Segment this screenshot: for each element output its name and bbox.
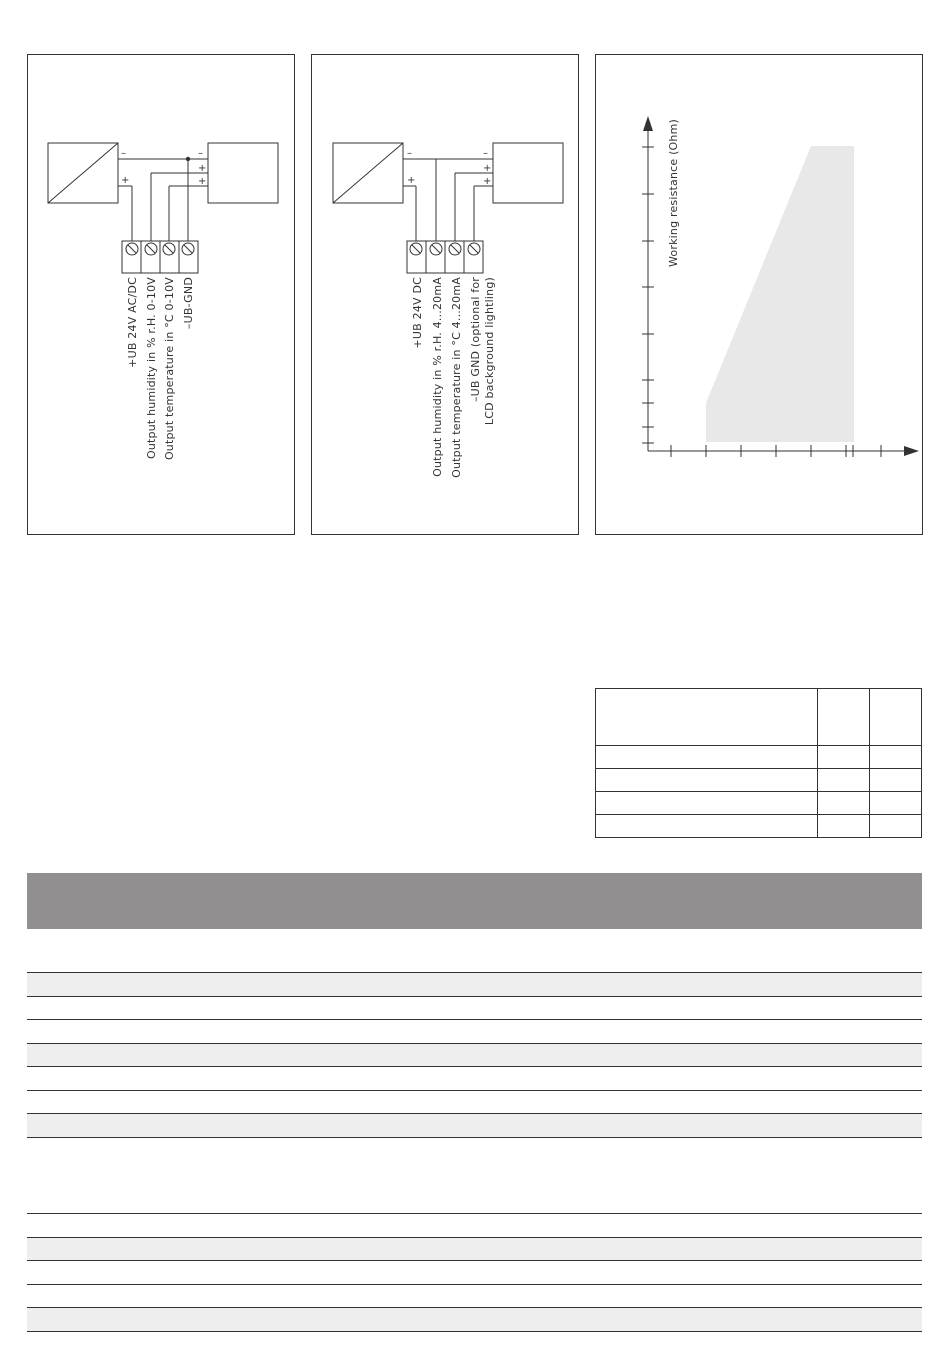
power-supply-diagonal: [333, 143, 403, 203]
terminal-label-3: Output temperature in °C 0-10V: [163, 277, 176, 461]
table-row: [27, 1067, 922, 1091]
table-cell: [870, 815, 922, 838]
dev-plus-sign-2: +: [483, 176, 492, 187]
table-cell: [818, 689, 870, 746]
table-row: [27, 1261, 922, 1285]
device-box: [493, 143, 563, 203]
table-row: [27, 1091, 922, 1114]
table-cell: [870, 689, 922, 746]
table-cell: [818, 769, 870, 792]
load-diagram-svg: [596, 55, 924, 536]
y-axis-label: Working resistance (Ohm): [667, 119, 680, 267]
wiring-diagram-current: [311, 54, 579, 535]
table-cell: [818, 792, 870, 815]
dev-plus-sign-1: +: [198, 163, 207, 174]
technical-data-table: [27, 873, 922, 1332]
table-cell: [596, 689, 818, 746]
table-cell: [596, 746, 818, 769]
table-row: [596, 792, 922, 815]
terminal-label-1: +UB 24V DC: [411, 277, 424, 349]
device-box: [208, 143, 278, 203]
table-row: [27, 1238, 922, 1261]
table-row: [596, 769, 922, 792]
dev-minus-sign: –: [483, 148, 488, 159]
ps-minus-sign: –: [121, 148, 126, 159]
wiring-diagram-voltage: [27, 54, 295, 535]
ps-plus-sign: +: [121, 175, 130, 186]
y-axis-arrow: [643, 116, 653, 131]
terminal-label-3: Output temperature in °C 4...20mA: [450, 277, 463, 478]
table-cell: [818, 746, 870, 769]
table-row: [27, 1020, 922, 1044]
table-cell: [870, 746, 922, 769]
power-supply-diagonal: [48, 143, 118, 203]
terminal-label-4: –UB GND (optional for: [469, 277, 482, 403]
table-row: [27, 1214, 922, 1238]
table-cell: [870, 792, 922, 815]
table-row: [27, 973, 922, 997]
table-row: [27, 1285, 922, 1308]
terminal-label-4: –UB-GND: [182, 277, 195, 330]
table-row: [27, 1138, 922, 1214]
dev-plus-sign-2: +: [198, 176, 207, 187]
wiring-diagram-voltage-svg: [28, 55, 296, 536]
table-cell: [596, 815, 818, 838]
table-cell: [596, 792, 818, 815]
terminal-label-2: Output humidity in % r.H. 0-10V: [145, 277, 158, 460]
x-axis-arrow: [904, 446, 919, 456]
table-cell: [818, 815, 870, 838]
working-region: [706, 146, 854, 442]
table-row: [27, 1044, 922, 1067]
table-row: [596, 746, 922, 769]
ps-minus-sign: –: [407, 148, 412, 159]
table-row: [27, 929, 922, 973]
terminal-label-1: +UB 24V AC/DC: [126, 277, 139, 368]
dev-plus-sign-1: +: [483, 163, 492, 174]
table-row: [596, 815, 922, 838]
table-header: [27, 873, 922, 929]
terminal-label-4-cont: LCD background lightling): [483, 277, 496, 426]
wiring-diagram-current-svg: [312, 55, 580, 536]
table-row: [27, 1114, 922, 1138]
load-diagram: [595, 54, 923, 535]
dev-minus-sign: –: [198, 148, 203, 159]
table-row: [27, 1308, 922, 1332]
table-header-row: [596, 689, 922, 746]
table-cell: [870, 769, 922, 792]
table-cell: [596, 769, 818, 792]
terminal-label-2: Output humidity in % r.H. 4...20mA: [431, 277, 444, 477]
spec-table-small: [595, 688, 922, 838]
table-row: [27, 997, 922, 1020]
ps-plus-sign: +: [407, 175, 416, 186]
